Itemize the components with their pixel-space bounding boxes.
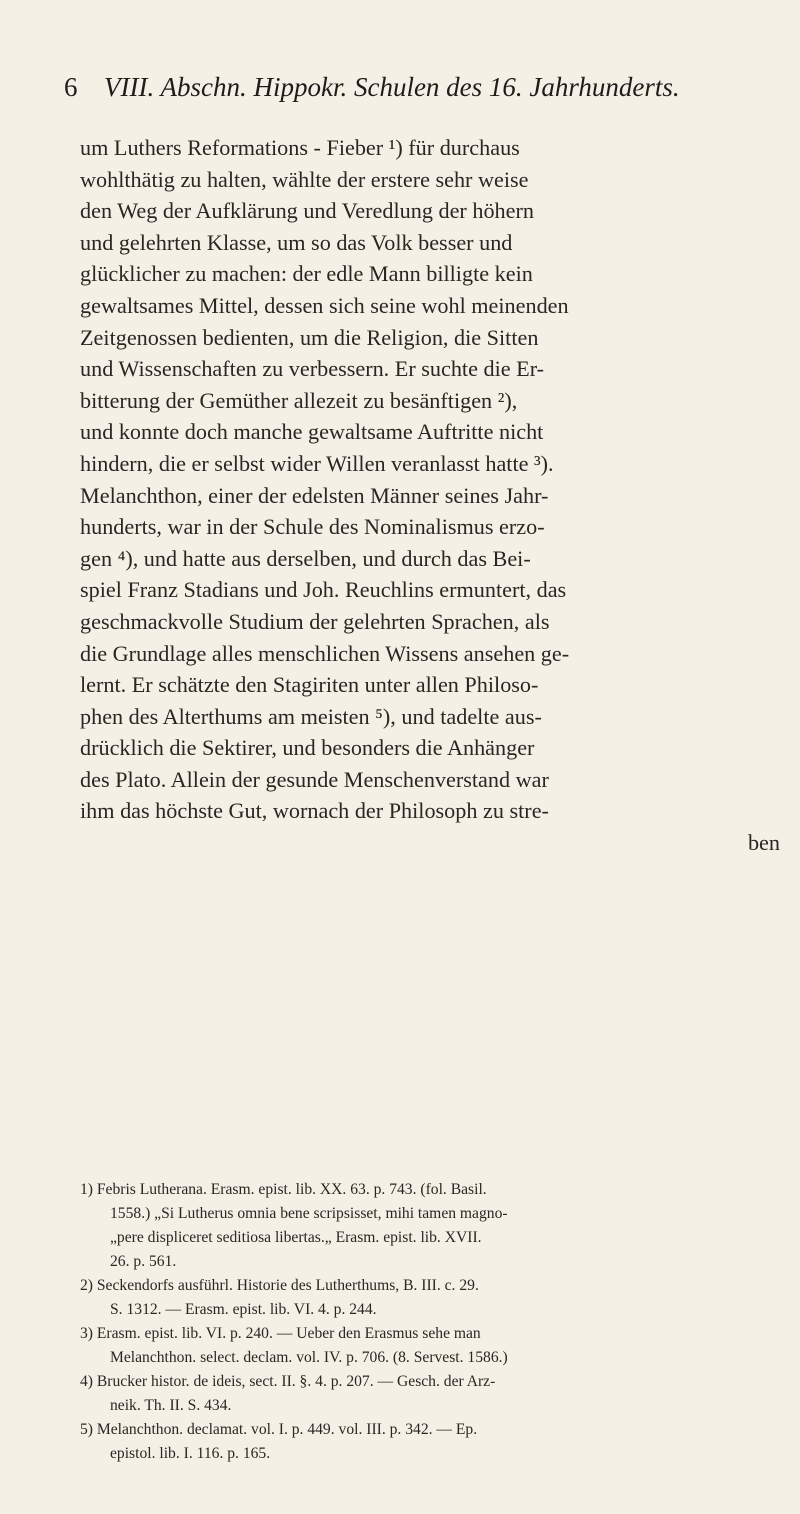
body-line: geschmackvolle Studium der gelehrten Sprachen, als bbox=[80, 608, 550, 634]
body-line: gewaltsames Mittel, dessen sich seine wohl meinenden bbox=[80, 292, 569, 318]
body-line: Zeitgenossen bedienten, um die Religion, die Sitten bbox=[80, 324, 539, 350]
body-line: lernt. Er schätzte den Stagiriten unter allen Philoso- bbox=[80, 672, 539, 698]
body-line: glücklicher zu machen: der edle Mann billigte kein bbox=[80, 261, 533, 287]
body-line: des Plato. Allein der gesunde Menschenverstand war bbox=[80, 766, 549, 792]
footnote-line: S. 1312. — Erasm. epist. lib. VI. 4. p. 244. bbox=[110, 1301, 377, 1318]
body-line: gen ⁴), und hatte aus derselben, und durch das Bei- bbox=[80, 545, 531, 571]
footnote-line: epistol. lib. I. 116. p. 165. bbox=[110, 1445, 271, 1462]
footnote-line: 1558.) „Si Lutherus omnia bene scripsisset, mihi tamen magno- bbox=[110, 1205, 508, 1222]
body-line: um Luthers Reformations - Fieber ¹) für durchaus bbox=[80, 135, 520, 160]
body-line: Melanchthon, einer der edelsten Männer seines Jahr- bbox=[80, 482, 549, 508]
footnote-line: 1) Febris Lutherana. Erasm. epist. lib. XX. 63. p. 743. (fol. Basil. bbox=[80, 1181, 487, 1198]
body-line: spiel Franz Stadians und Joh. Reuchlins ermuntert, das bbox=[80, 577, 567, 603]
body-line: bitterung der Gemüther allezeit zu besänftigen ²), bbox=[80, 387, 518, 413]
body-line: hunderts, war in der Schule des Nominalismus erzo- bbox=[80, 514, 545, 540]
body-line: wohlthätig zu halten, wählte der erstere sehr weise bbox=[80, 166, 529, 192]
footnote-line: neik. Th. II. S. 434. bbox=[110, 1397, 232, 1414]
footnote-line: 26. p. 561. bbox=[110, 1253, 177, 1270]
body-line: hindern, die er selbst wider Willen veranlasst hatte ³). bbox=[80, 450, 554, 476]
body-line: ihm das höchste Gut, wornach der Philosoph zu stre- bbox=[80, 798, 549, 824]
body-line: und gelehrten Klasse, um so das Volk besser und bbox=[80, 229, 513, 255]
footnote-line: Melanchthon. select. declam. vol. IV. p. 706. (8. Servest. 1586.) bbox=[110, 1349, 508, 1366]
footnotes bbox=[80, 1178, 780, 1466]
footnote-line: 4) Brucker histor. de ideis, sect. II. §. 4. p. 207. — Gesch. der Arz- bbox=[80, 1373, 496, 1390]
footnote-line: 5) Melanchthon. declamat. vol. I. p. 449. vol. III. p. 342. — Ep. bbox=[80, 1421, 478, 1438]
body-line: und konnte doch manche gewaltsame Auftritte nicht bbox=[80, 419, 544, 445]
body-text bbox=[80, 132, 780, 859]
page-number: 6 bbox=[64, 72, 78, 102]
footnote-line: 2) Seckendorfs ausführl. Historie des Lutherthums, B. III. c. 29. bbox=[80, 1277, 479, 1294]
catchword: ben bbox=[747, 830, 780, 856]
body-line: und Wissenschaften zu verbessern. Er suchte die Er- bbox=[80, 356, 545, 382]
body-line: den Weg der Aufklärung und Veredlung der höhern bbox=[80, 198, 534, 224]
body-line: phen des Alterthums am meisten ⁵), und tadelte aus- bbox=[80, 703, 542, 729]
running-header bbox=[64, 72, 754, 112]
footnote-line: „pere displiceret seditiosa libertas.„ Erasm. epist. lib. XVII. bbox=[110, 1229, 482, 1246]
body-line: drücklich die Sektirer, und besonders die Anhänger bbox=[80, 735, 535, 761]
body-line: die Grundlage alles menschlichen Wissens ansehen ge- bbox=[80, 640, 570, 666]
footnote-line: 3) Erasm. epist. lib. VI. p. 240. — Ueber den Erasmus sehe man bbox=[80, 1325, 481, 1342]
running-title: VIII. Abschn. Hippokr. Schulen des 16. Jahrhunderts. bbox=[104, 72, 680, 102]
